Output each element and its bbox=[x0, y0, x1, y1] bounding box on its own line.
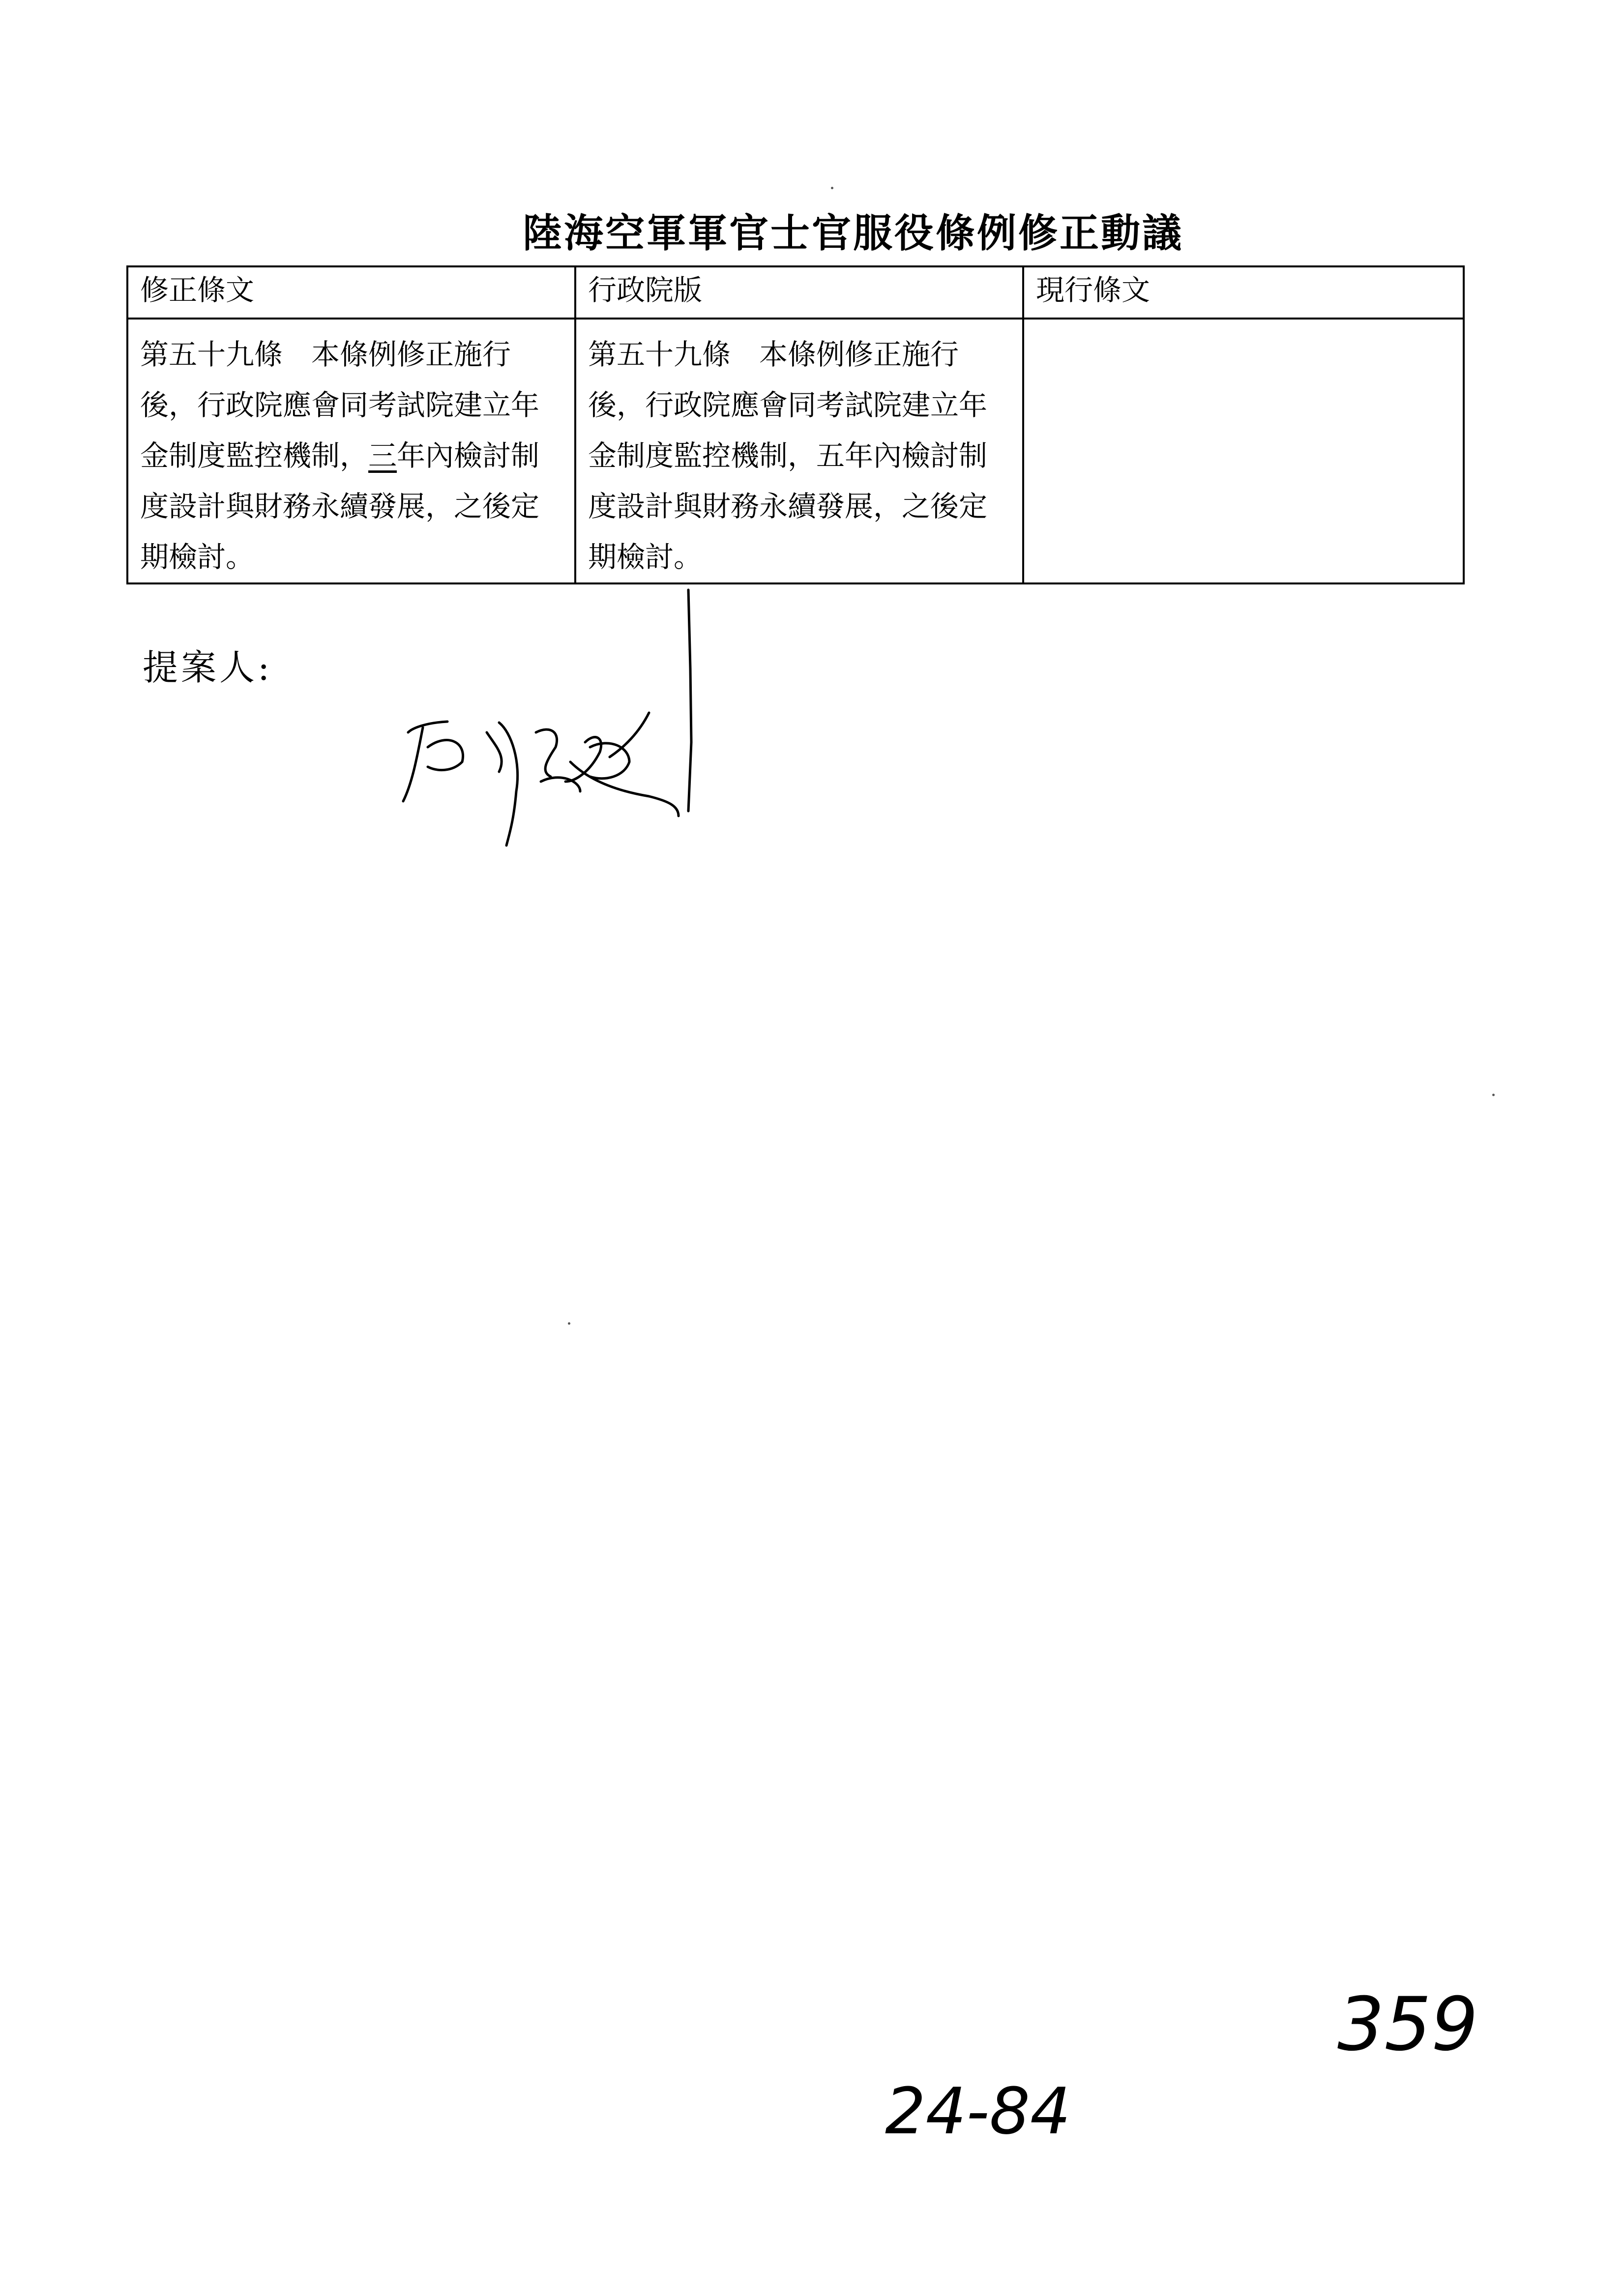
header-current-text: 現行條文 bbox=[1023, 266, 1464, 319]
underlined-amendment: 三 bbox=[368, 439, 397, 472]
handwritten-annotations bbox=[875, 1976, 1514, 2212]
comparison-table bbox=[126, 265, 1465, 584]
header-executive-yuan-version: 行政院版 bbox=[575, 266, 1023, 319]
handwritten-reference: 24-84 bbox=[885, 2074, 1071, 2149]
handwritten-signature bbox=[393, 585, 738, 860]
header-proposed-text: 修正條文 bbox=[127, 266, 575, 319]
scan-speck bbox=[831, 187, 833, 189]
cell-proposed-text bbox=[127, 319, 575, 583]
proposed-text-part: 第五十九條 本條例修正施行後，行政院應會同考試院建立年金制度監控機制， bbox=[140, 338, 540, 472]
proposed-text-part: 年內檢討制度設計與財務永續發展，之後定期檢討。 bbox=[140, 439, 540, 574]
table-header-row bbox=[127, 266, 1464, 319]
handwritten-page-number: 359 bbox=[1337, 1982, 1478, 2067]
scan-speck bbox=[1492, 1094, 1495, 1096]
document-title: 陸海空軍軍官士官服役條例修正動議 bbox=[523, 210, 1183, 256]
table-row bbox=[127, 319, 1464, 583]
scan-speck bbox=[568, 1322, 570, 1325]
executive-yuan-text: 第五十九條 本條例修正施行後，行政院應會同考試院建立年金制度監控機制，五年內檢討制度設計與財務永續發展，之後定期檢討。 bbox=[588, 338, 988, 574]
proposer-label: 提案人: bbox=[143, 647, 273, 688]
cell-current-text bbox=[1023, 319, 1464, 583]
cell-executive-yuan-version bbox=[575, 319, 1023, 583]
